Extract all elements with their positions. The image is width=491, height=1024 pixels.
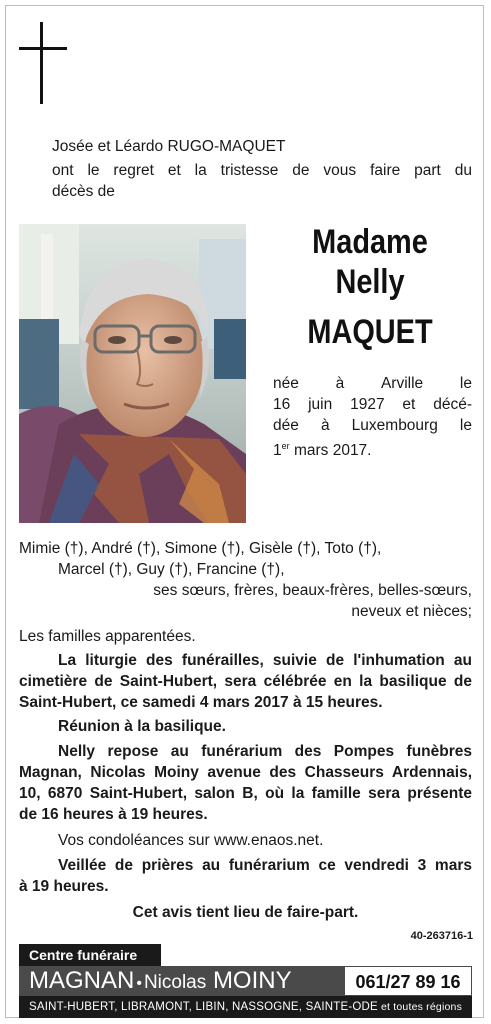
repose-line-3: 10, 6870 Saint-Hubert, salon B, où la famille sera présente	[19, 785, 472, 802]
name-separator: •	[136, 975, 142, 992]
family-line-2: Marcel (†), Guy (†), Francine (†),	[58, 561, 285, 578]
veillee-line-1: Veillée de prières au funérarium ce vendredi 3 mars	[58, 857, 472, 874]
repose-line-1: Nelly repose au funérarium des Pompes funèbres	[58, 743, 472, 760]
portrait-photo	[19, 224, 246, 523]
death-month-year: mars 2017.	[289, 442, 372, 460]
locations-suffix: et toutes régions	[377, 1001, 463, 1013]
death-date	[273, 436, 372, 461]
family-line-3: ses sœurs, frères, beaux-frères, belles-sœurs,	[153, 582, 472, 599]
title-first-name: Nelly	[335, 263, 405, 301]
birth-word-a: à	[335, 375, 345, 392]
intro-line-1: Josée et Léardo RUGO-MAQUET	[52, 138, 286, 155]
locations-list: SAINT-HUBERT, LIBRAMONT, LIBIN, NASSOGNE, SAINTE-ODE	[29, 1001, 378, 1013]
phone-number[interactable]: 061/27 89 16	[344, 966, 472, 996]
condolences-line: Vos condoléances sur www.enaos.net.	[58, 832, 324, 849]
birth-line-2: 16 juin 1927 et décé-	[273, 396, 472, 413]
liturgy-line-1: La liturgie des funérailles, suivie de l'inhumation au	[58, 652, 472, 669]
locations-line	[19, 996, 472, 1018]
death-day-suffix: er	[281, 441, 290, 451]
birth-place: Arville	[380, 375, 424, 392]
repose-line-4: de 16 heures à 19 heures.	[19, 806, 208, 823]
birth-line-1	[273, 373, 472, 394]
liturgy-line-3: Saint-Hubert, ce samedi 4 mars 2017 à 15 heures.	[19, 694, 383, 711]
funeral-home-name-main: MAGNAN	[29, 967, 135, 994]
family-line-4: neveux et nièces;	[351, 603, 472, 620]
intro-line-3: décès de	[52, 183, 115, 200]
reunion-line: Réunion à la basilique.	[58, 718, 226, 735]
birth-line-3: dée à Luxembourg le	[273, 417, 472, 434]
birth-word-le: le	[459, 375, 472, 392]
liturgy-line-2: cimetière de Saint-Hubert, sera célébrée en la basilique de	[19, 673, 472, 690]
notice-line: Cet avis tient lieu de faire-part.	[132, 904, 359, 921]
death-day: 1	[273, 442, 282, 460]
title-madame: Madame	[312, 223, 428, 261]
family-line-1: Mimie (†), André (†), Simone (†), Gisèle (†), Toto (†),	[19, 540, 382, 557]
funeral-home-last-name: MOINY	[212, 967, 292, 994]
funeral-home-name	[29, 966, 292, 996]
family-line-5: Les familles apparentées.	[19, 628, 196, 645]
veillee-line-2: à 19 heures.	[19, 878, 109, 895]
reference-number: 40-263716-1	[410, 930, 473, 942]
title-last-name: MAQUET	[307, 313, 433, 351]
birth-word-nee: née	[273, 375, 299, 392]
funeral-home-label: Centre funéraire	[19, 944, 161, 966]
funeral-home-banner	[19, 944, 472, 1018]
funeral-home-first-name: Nicolas	[143, 972, 207, 993]
intro-line-2: ont le regret et la tristesse de vous faire part du	[52, 162, 472, 179]
repose-line-2: Magnan, Nicolas Moiny avenue des Chasseurs Ardennais,	[19, 764, 472, 781]
cross-icon	[19, 22, 67, 104]
